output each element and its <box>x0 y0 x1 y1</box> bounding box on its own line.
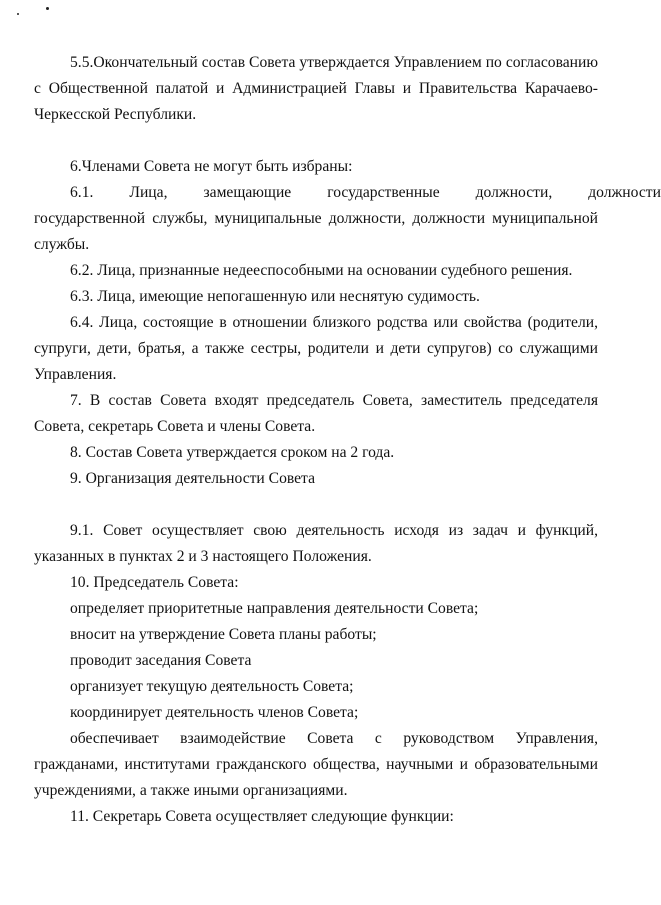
paragraph-6: 6.Членами Совета не могут быть избраны: <box>70 158 353 175</box>
document-body <box>34 50 661 830</box>
word: 6.1. <box>70 184 94 201</box>
paragraph-5-5: 5.5.Окончательный состав Совета утверждается Управлением по согласованию с Общественной палатой и Администрацией Главы и Правительства Карачаево-Черкесской Республики. <box>34 54 598 123</box>
word: государственные <box>327 184 440 201</box>
paragraph-11: 11. Секретарь Совета осуществляет следующие функции: <box>70 808 454 825</box>
list-item: проводит заседания Совета <box>70 652 252 669</box>
paragraph-8: 8. Состав Совета утверждается сроком на 2 года. <box>70 444 395 461</box>
paragraph-10: 10. Председатель Совета: <box>70 574 239 591</box>
paragraph-9: 9. Организация деятельности Совета <box>70 470 315 487</box>
word: должности, <box>475 184 553 201</box>
paragraph-6-2: 6.2. Лица, признанные недееспособными на основании судебного решения. <box>70 262 573 279</box>
list-item: обеспечивает взаимодействие Совета с руководством Управления, гражданами, институтами гражданского общества, научными и образовательными учреждениями, а также иными организациями. <box>34 730 598 799</box>
paragraph-6-4: 6.4. Лица, состоящие в отношении близкого родства или свойства (родители, супруги, дети, братья, а также сестры, родители и дети супругов) со служащими Управления. <box>34 314 598 383</box>
scan-speck <box>46 7 49 10</box>
word: замещающие <box>203 184 292 201</box>
list-item: организует текущую деятельность Совета; <box>70 678 354 695</box>
list-item: определяет приоритетные направления деятельности Совета; <box>70 600 479 617</box>
list-item: координирует деятельность членов Совета; <box>70 704 359 721</box>
paragraph-6-3: 6.3. Лица, имеющие непогашенную или неснятую судимость. <box>70 288 480 305</box>
paragraph-6-1-first-line <box>34 180 661 206</box>
word: Лица, <box>129 184 168 201</box>
scan-speck <box>17 13 19 15</box>
paragraph-9-1: 9.1. Совет осуществляет свою деятельность исходя из задач и функций, указанных в пунктах 2 и 3 настоящего Положения. <box>34 522 598 565</box>
paragraph-7: 7. В состав Совета входят председатель Совета, заместитель председателя Совета, секретарь Совета и члены Совета. <box>34 392 598 435</box>
word: должности <box>588 184 661 201</box>
list-item: вносит на утверждение Совета планы работы; <box>70 626 377 643</box>
paragraph-6-1-rest: государственной службы, муниципальные должности, должности муниципальной службы. <box>34 210 598 253</box>
